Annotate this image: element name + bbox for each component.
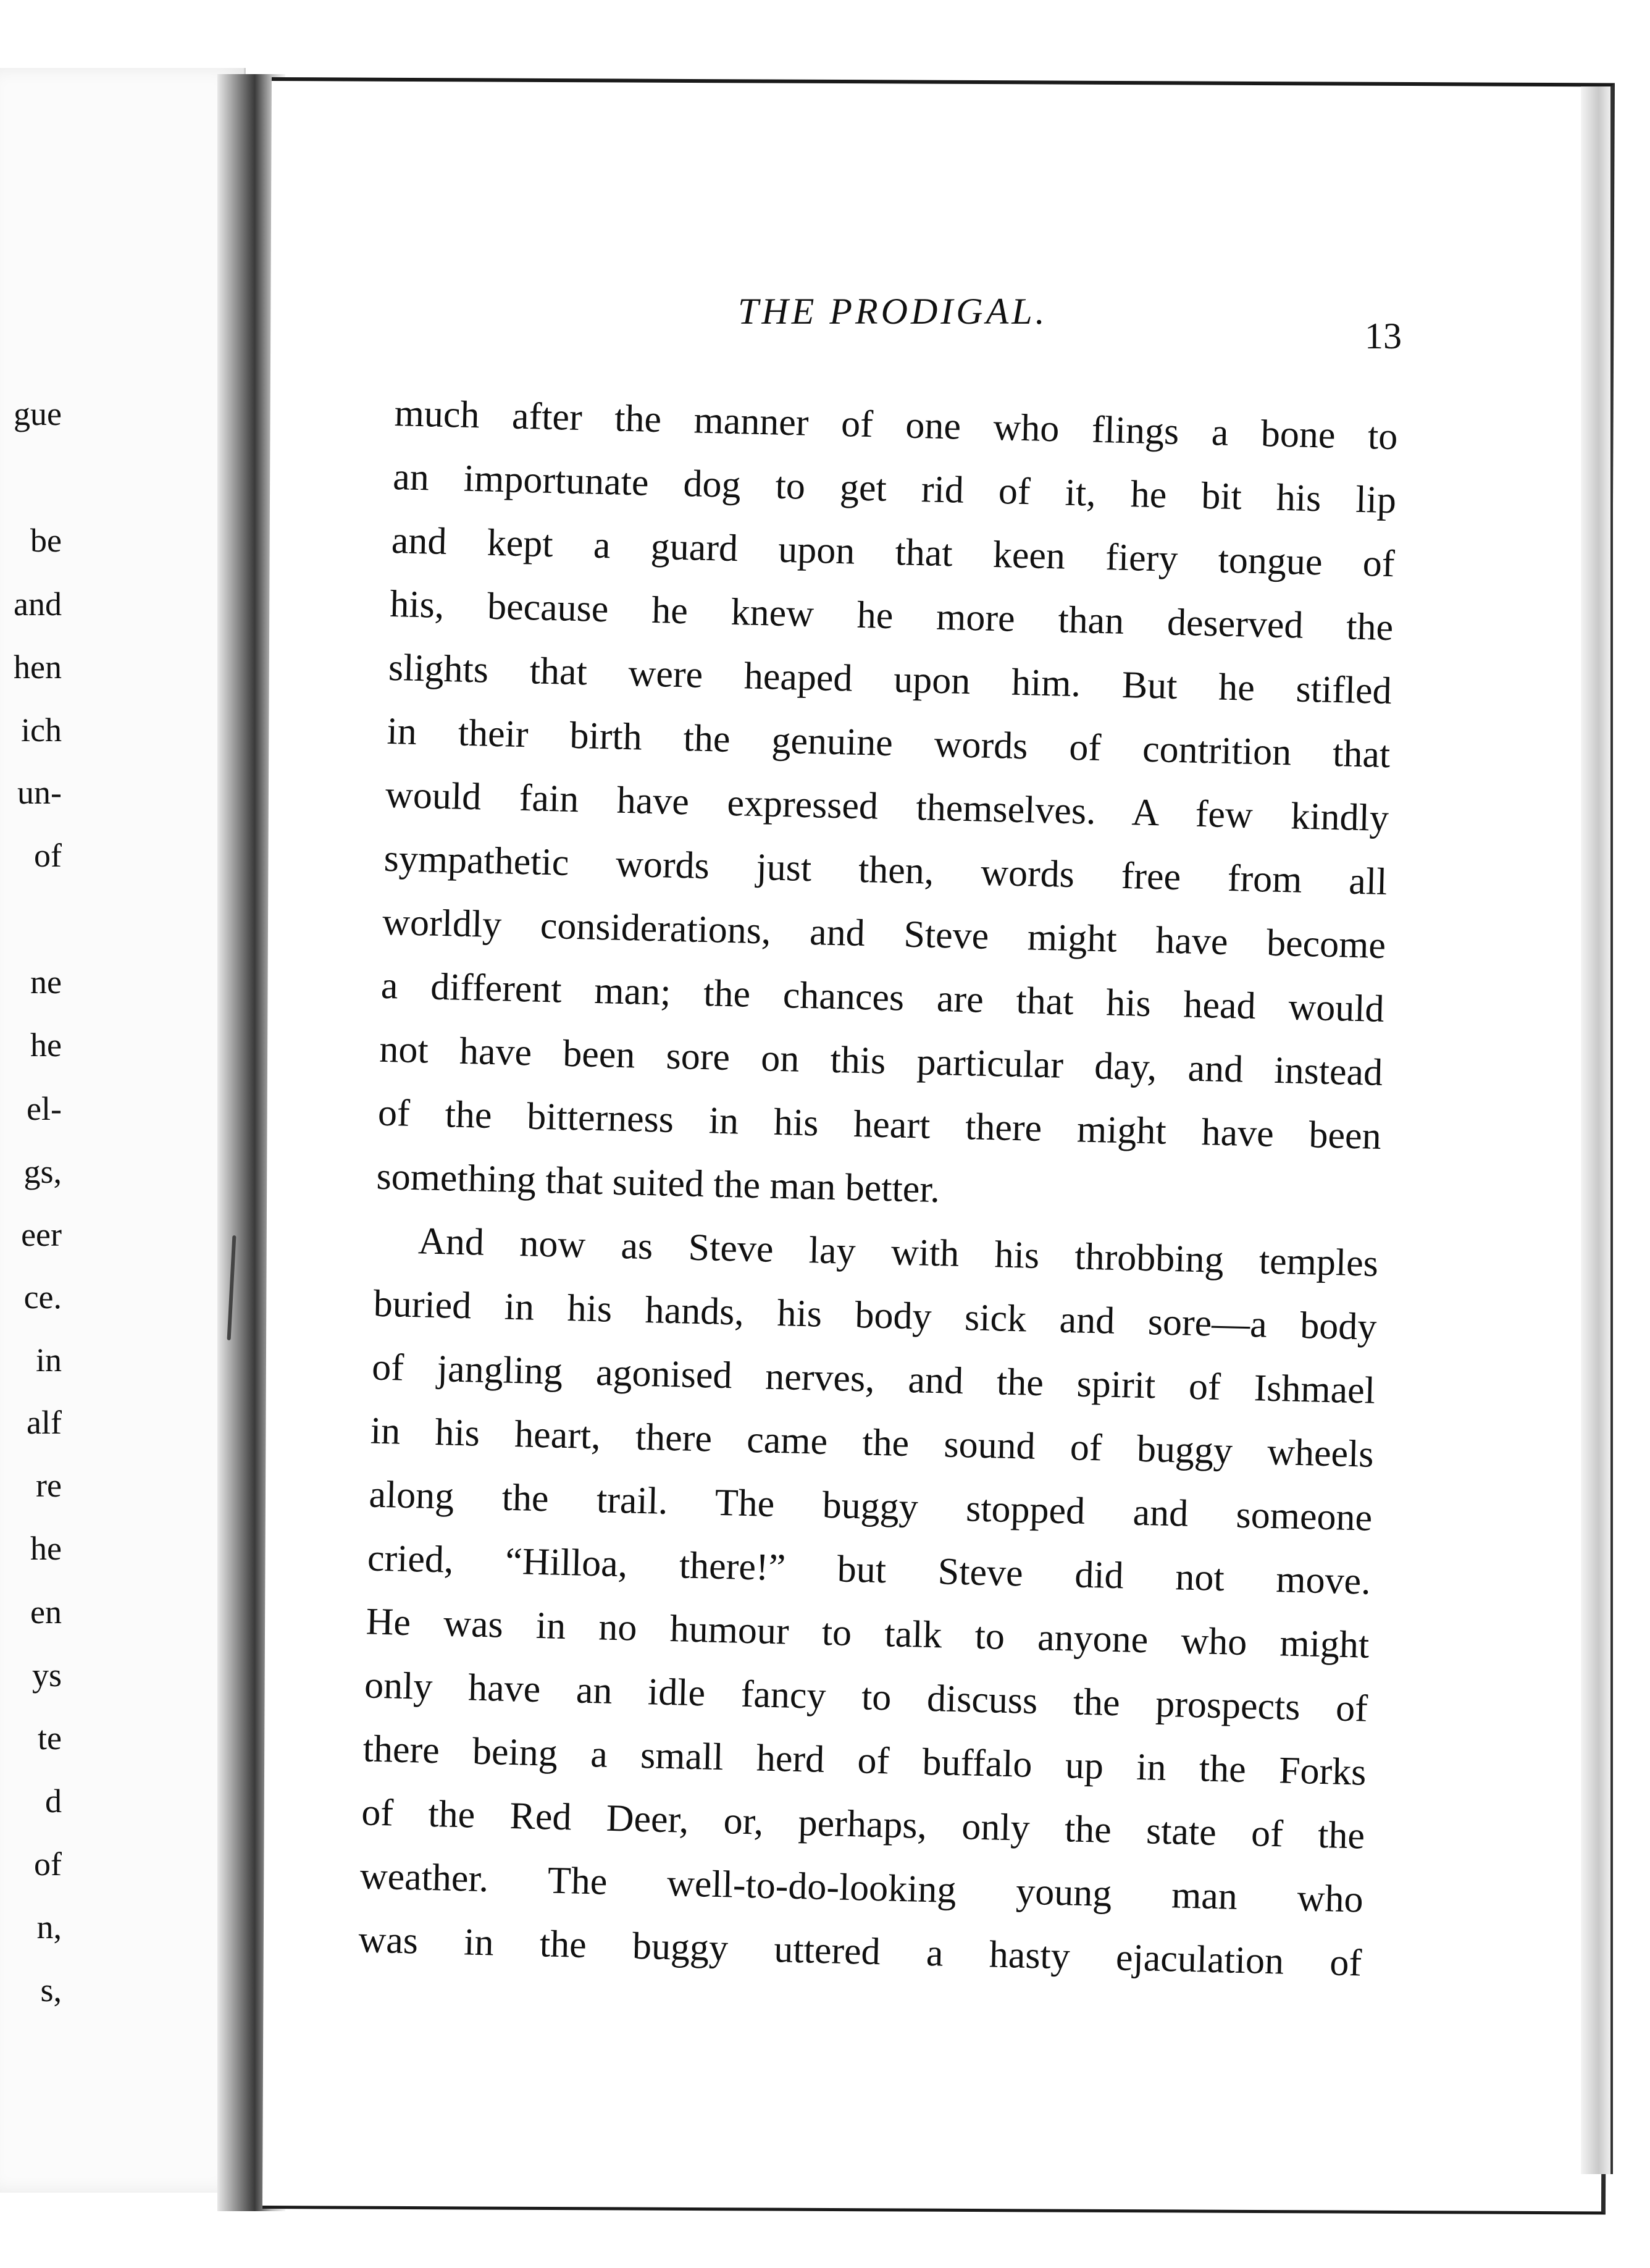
text-line: much after the manner of one who flings a bone to (393, 392, 1399, 458)
text-line: only have an idle fancy to discuss the prospects of (364, 1664, 1368, 1730)
left-page-fragment: s, (40, 1972, 62, 2009)
left-page-fragment: gue (14, 395, 62, 432)
left-page-fragment: he (30, 1027, 62, 1064)
left-page-fragment: and (14, 586, 62, 623)
left-page-fragment: en (30, 1594, 62, 1631)
left-page-fragment: alf (27, 1404, 62, 1441)
text-line: a different man; the chances are that his head would (380, 964, 1385, 1031)
text-line: of the bitterness in his heart there might have been (377, 1091, 1382, 1157)
body-text (358, 382, 1398, 1996)
text-line: there being a small herd of buffalo up in the Forks (362, 1728, 1367, 1794)
left-page-fragment: re (36, 1467, 62, 1504)
text-line: not have been sore on this particular day, and instead (379, 1028, 1383, 1094)
left-page-fragment: eer (21, 1216, 62, 1253)
left-page-fragment: un- (17, 774, 62, 811)
left-page-fragment: gs, (23, 1153, 62, 1190)
left-page-fragment: te (38, 1720, 62, 1757)
left-page (0, 68, 246, 2193)
left-page-fragment: d (45, 1783, 62, 1820)
left-page-fragment: ce. (23, 1279, 62, 1316)
left-page-fragment: ys (31, 1657, 62, 1694)
left-page-fragment: ich (21, 712, 62, 749)
text-line: an importunate dog to get rid of it, he bit his lip (392, 455, 1397, 522)
left-page-fragment: he (30, 1530, 62, 1567)
left-page-fragment: ne (30, 964, 62, 1001)
left-page-fragment: n, (36, 1909, 62, 1946)
text-line: cried, “Hilloa, there!” but Steve did not move. (367, 1537, 1372, 1603)
text-line: He was in no humour to talk to anyone who might (365, 1600, 1370, 1666)
text-line: buried in his hands, his body sick and sore—a body (373, 1282, 1378, 1348)
text-line: and kept a guard upon that keen fiery tongue of (391, 519, 1396, 586)
text-line: his, because he knew he more than deserved the (389, 582, 1394, 649)
text-line: sympathetic words just then, words free from all (383, 837, 1388, 904)
left-page-fragment: in (35, 1342, 62, 1379)
text-line: was in the buggy uttered a hasty ejaculation of (358, 1918, 1362, 1984)
text-line: weather. The well-to-do-looking young man who (359, 1855, 1364, 1921)
paragraph-end-line: something that suited the man better. (375, 1155, 940, 1211)
text-line: of the Red Deer, or, perhaps, only the state of the (361, 1791, 1365, 1857)
left-page-fragment: of (34, 1846, 62, 1883)
running-head: THE PRODIGAL. (738, 291, 1048, 332)
left-page-fragment: el- (27, 1090, 62, 1127)
text-line: would fain have expressed themselves. A few kindly (385, 773, 1389, 840)
page-edge (1581, 86, 1613, 2174)
text-line: slights that were heaped upon him. But he stifled (388, 646, 1392, 713)
text-line: along the trail. The buggy stopped and someone (368, 1473, 1373, 1539)
left-page-fragment: of (34, 837, 62, 874)
text-line: worldly considerations, and Steve might have become (382, 901, 1386, 967)
text-line: in his heart, there came the sound of buggy wheels (370, 1409, 1375, 1476)
text-line: of jangling agonised nerves, and the spirit of Ishmael (371, 1346, 1376, 1412)
left-page-fragment: be (30, 522, 62, 559)
left-page-fragment: hen (14, 649, 62, 686)
text-line: in their birth the genuine words of contrition that (386, 710, 1391, 776)
paragraph-start-line: And now as Steve lay with his throbbing temples (417, 1220, 1379, 1285)
page-number: 13 (1365, 316, 1402, 356)
